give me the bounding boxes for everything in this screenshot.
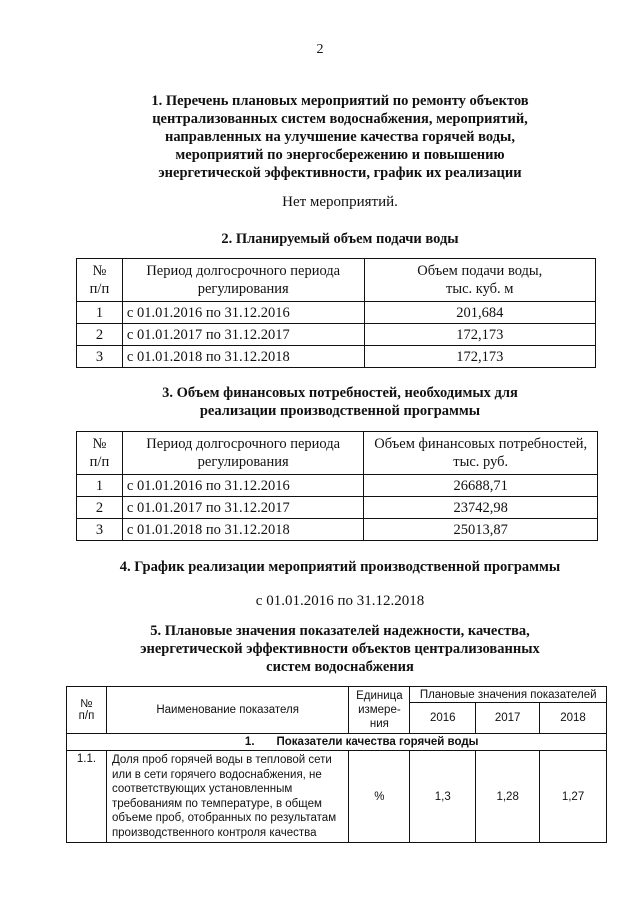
section1-title: [60, 92, 620, 182]
row-period: с 01.01.2018 по 31.12.2018: [122, 519, 364, 541]
header-period-line1: Период долгосрочного периода: [146, 263, 341, 279]
row-name-line: производственного контроля качества: [111, 826, 317, 839]
header-period-line2: регулирования: [197, 281, 289, 297]
section-row-label: Показатели качества горячей воды: [276, 736, 479, 748]
row-num: 2: [77, 324, 123, 346]
row-period: с 01.01.2016 по 31.12.2016: [122, 302, 364, 324]
section3-title-line: реализации производственной программы: [199, 403, 481, 419]
row-value: 201,684: [364, 302, 596, 324]
header-unit-line1: Единица: [356, 690, 403, 702]
row-num: 2: [77, 497, 123, 519]
table-row: [77, 475, 598, 497]
row-num: 1: [77, 475, 123, 497]
row-value: 25013,87: [364, 519, 598, 541]
row-num: 3: [77, 519, 123, 541]
section-row-num: 1.: [244, 736, 255, 748]
row-name-line: Доля проб горячей воды в тепловой сети: [111, 754, 332, 766]
row-value-2018: 1,27: [540, 751, 607, 843]
table-row: [77, 519, 598, 541]
row-name-line: требованиям по температуре, в общем: [111, 797, 322, 810]
section1-title-line: централизованных систем водоснабжения, мероприятий,: [152, 111, 528, 127]
row-num: 3: [77, 346, 123, 368]
table-header-row: [77, 259, 596, 302]
header-year-2016: 2016: [410, 703, 476, 734]
section-row: [67, 734, 607, 751]
table-row: [77, 302, 596, 324]
header-num-line1: №: [92, 263, 107, 279]
header-num: [67, 687, 107, 734]
row-value: 26688,71: [364, 475, 598, 497]
section3-title-line: 3. Объем финансовых потребностей, необходимых для: [162, 385, 518, 401]
header-value-line2: тыс. куб. м: [446, 281, 514, 297]
header-unit-line3: ния: [369, 718, 389, 730]
header-num-line2: п/п: [78, 710, 95, 722]
section3-title: [60, 384, 620, 420]
header-value-line1: Объем подачи воды,: [417, 263, 543, 279]
section1-title-line: энергетической эффективности, график их реализации: [158, 165, 522, 181]
row-unit: %: [349, 751, 410, 843]
table-row: [67, 751, 607, 843]
header-value: [364, 432, 598, 475]
header-planned-values: Плановые значения показателей: [410, 687, 607, 703]
header-num-line2: п/п: [89, 454, 110, 470]
row-name: [106, 751, 348, 843]
row-period: с 01.01.2016 по 31.12.2016: [122, 475, 364, 497]
row-value-2017: 1,28: [476, 751, 540, 843]
header-value-line1: Объем финансовых потребностей,: [374, 436, 588, 452]
row-period: с 01.01.2017 по 31.12.2017: [122, 497, 364, 519]
header-num-line1: №: [80, 698, 93, 710]
row-num: 1: [77, 302, 123, 324]
section1-text: Нет мероприятий.: [282, 194, 398, 210]
page-number: 2: [316, 42, 324, 57]
section4-title: 4. График реализации мероприятий производственной программы: [119, 559, 561, 575]
section-row-cell: [67, 734, 607, 751]
header-period: [122, 259, 364, 302]
table-row: [77, 346, 596, 368]
row-period: с 01.01.2017 по 31.12.2017: [122, 324, 364, 346]
section5-title: [60, 622, 620, 676]
row-value: 172,173: [364, 324, 596, 346]
row-value: 172,173: [364, 346, 596, 368]
header-num-line1: №: [92, 436, 107, 452]
header-unit: [349, 687, 410, 734]
header-year-2017: 2017: [476, 703, 540, 734]
section5-title-line: систем водоснабжения: [266, 659, 414, 675]
section5-title-line: 5. Плановые значения показателей надежности, качества,: [150, 623, 530, 639]
header-value-line2: тыс. руб.: [453, 454, 509, 470]
section1-title-line: мероприятий по энергосбережению и повышению: [175, 147, 505, 163]
header-num: [77, 259, 123, 302]
header-year-2018: 2018: [540, 703, 607, 734]
header-period-line2: регулирования: [197, 454, 289, 470]
row-name-line: соответствующих установленным: [111, 783, 293, 795]
section2-title: 2. Планируемый объем подачи воды: [221, 231, 459, 247]
indicators-table: [66, 686, 607, 843]
row-name-line: или в сети горячего водоснабжения, не: [111, 768, 322, 781]
header-name: Наименование показателя: [106, 687, 348, 734]
row-num: 1.1.: [67, 751, 107, 843]
row-value-2016: 1,3: [410, 751, 476, 843]
supply-volume-table: [76, 258, 596, 368]
row-name-line: объеме проб, отобранных по результатам: [111, 812, 337, 824]
financial-needs-table: [76, 431, 598, 541]
header-num: [77, 432, 123, 475]
table-row: [77, 497, 598, 519]
table-row: [77, 324, 596, 346]
row-period: с 01.01.2018 по 31.12.2018: [122, 346, 364, 368]
header-num-line2: п/п: [89, 281, 110, 297]
section5-title-line: энергетической эффективности объектов централизованных: [140, 641, 540, 657]
section4-text: с 01.01.2016 по 31.12.2018: [255, 593, 425, 609]
table-header-row: [67, 687, 607, 703]
header-period: [122, 432, 364, 475]
section1-title-line: 1. Перечень плановых мероприятий по ремонту объектов: [151, 93, 529, 109]
row-value: 23742,98: [364, 497, 598, 519]
header-period-line1: Период долгосрочного периода: [146, 436, 341, 452]
table-header-row: [77, 432, 598, 475]
header-value: [364, 259, 596, 302]
section1-title-line: направленных на улучшение качества горячей воды,: [164, 129, 515, 145]
header-unit-line2: измере-: [358, 704, 401, 716]
